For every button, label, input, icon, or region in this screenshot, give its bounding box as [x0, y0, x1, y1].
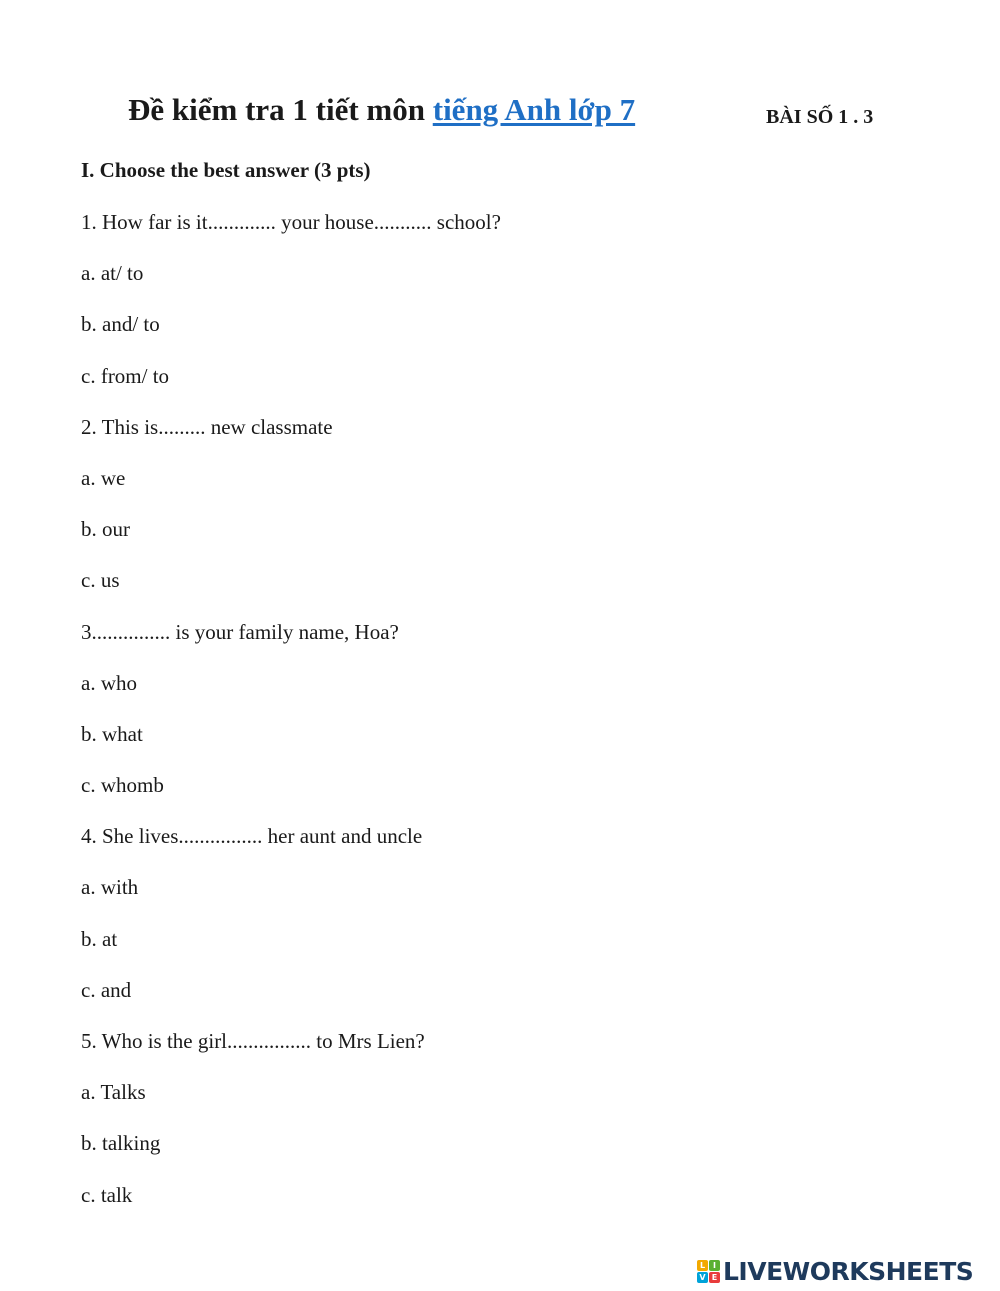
answer-option[interactable]: c. us — [81, 568, 120, 593]
answer-option[interactable]: c. whomb — [81, 773, 164, 798]
question-prompt: 2. This is......... new classmate — [81, 414, 333, 439]
answer-option[interactable]: c. from/ to — [81, 363, 170, 388]
answer-option[interactable]: b. what — [81, 721, 143, 746]
answer-option[interactable]: a. we — [81, 465, 126, 490]
title-row — [128, 92, 908, 136]
answer-option[interactable]: b. talking — [81, 1131, 161, 1156]
title-link[interactable]: tiếng Anh lớp 7 — [432, 92, 636, 127]
answer-option[interactable]: c. talk — [81, 1182, 133, 1207]
answer-option[interactable]: c. and — [81, 977, 132, 1002]
page-title — [128, 92, 635, 128]
question-prompt: 1. How far is it............. your house........... school? — [81, 210, 501, 234]
answer-option[interactable]: b. and/ to — [81, 312, 160, 337]
answer-option[interactable]: b. at — [81, 926, 118, 951]
logo-mark-letter: I — [709, 1260, 720, 1271]
answer-option[interactable]: a. with — [81, 875, 139, 900]
answer-option[interactable]: a. at/ to — [81, 261, 144, 286]
answer-option[interactable]: b. our — [81, 517, 130, 542]
logo-mark-icon — [697, 1260, 720, 1283]
logo-mark-letter: V — [697, 1272, 708, 1283]
question-list — [81, 208, 501, 1232]
logo-text: LIVEWORKSHEETS — [723, 1256, 974, 1286]
question-prompt: 3............... is your family name, Hoa? — [81, 619, 399, 644]
logo-mark-letter: L — [697, 1260, 708, 1271]
question-prompt: 4. She lives................ her aunt and uncle — [81, 824, 423, 849]
title-prefix: Đề kiểm tra 1 tiết môn — [128, 92, 433, 127]
lesson-number: BÀI SỐ 1 . 3 — [766, 106, 874, 128]
liveworksheets-logo — [697, 1257, 973, 1285]
logo-mark-letter: E — [709, 1272, 720, 1283]
question-prompt: 5. Who is the girl................ to Mrs Lien? — [81, 1029, 425, 1053]
answer-option[interactable]: a. who — [81, 670, 137, 695]
section-heading: I. Choose the best answer (3 pts) — [81, 158, 371, 182]
answer-option[interactable]: a. Talks — [81, 1080, 146, 1105]
